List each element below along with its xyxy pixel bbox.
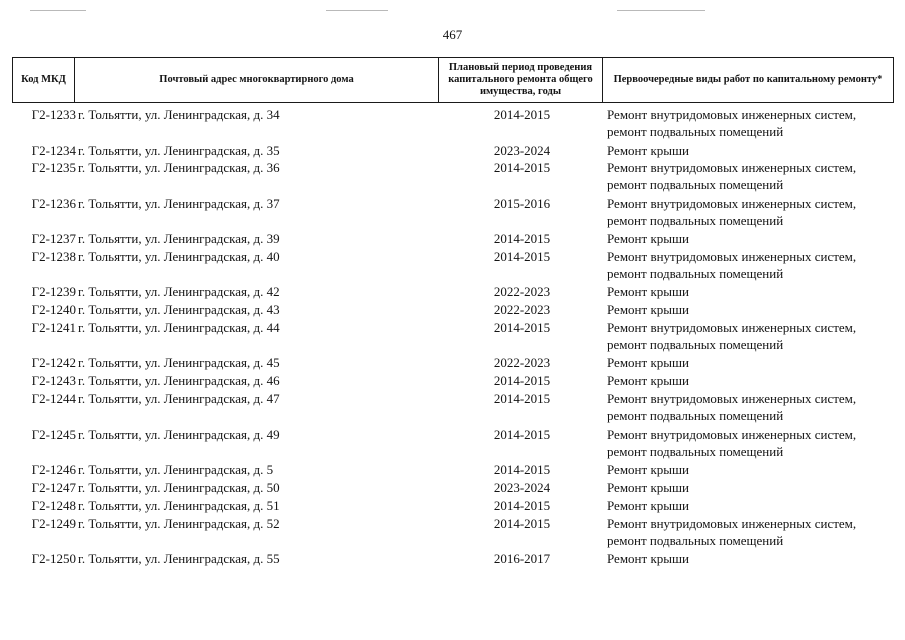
row-address: г. Тольятти, ул. Ленинградская, д. 51 xyxy=(78,498,280,513)
row-period: 2014-2015 xyxy=(493,462,551,477)
row-period: 2015-2016 xyxy=(493,196,551,211)
row-period: 2014-2015 xyxy=(493,231,551,246)
row-code: Г2-1234 xyxy=(31,143,76,158)
row-code: Г2-1237 xyxy=(31,231,76,246)
row-works: Ремонт крыши xyxy=(607,143,689,158)
row-address: г. Тольятти, ул. Ленинградская, д. 46 xyxy=(78,373,280,388)
row-works: Ремонт внутридомовых инженерных систем, ремонт подвальных помещений xyxy=(607,427,857,459)
row-code: Г2-1244 xyxy=(31,391,76,406)
row-address: г. Тольятти, ул. Ленинградская, д. 35 xyxy=(78,143,280,158)
row-code: Г2-1233 xyxy=(31,107,76,122)
row-works: Ремонт внутридомовых инженерных систем, ремонт подвальных помещений xyxy=(607,196,857,228)
row-works: Ремонт крыши xyxy=(607,231,689,246)
row-period: 2023-2024 xyxy=(493,143,551,158)
row-works: Ремонт крыши xyxy=(607,302,689,317)
row-address: г. Тольятти, ул. Ленинградская, д. 40 xyxy=(78,249,280,264)
row-period: 2014-2015 xyxy=(493,391,551,406)
scan-mark-left xyxy=(30,10,86,11)
row-period: 2014-2015 xyxy=(493,249,551,264)
row-works: Ремонт внутридомовых инженерных систем, ремонт подвальных помещений xyxy=(607,391,857,423)
scan-mark-center xyxy=(326,10,388,11)
row-period: 2022-2023 xyxy=(493,284,551,299)
row-period: 2022-2023 xyxy=(493,302,551,317)
row-address: г. Тольятти, ул. Ленинградская, д. 5 xyxy=(78,462,274,477)
header-code: Код МКД xyxy=(13,58,75,103)
row-works: Ремонт внутридомовых инженерных систем, ремонт подвальных помещений xyxy=(607,107,857,139)
row-address: г. Тольятти, ул. Ленинградская, д. 52 xyxy=(78,516,280,531)
row-period: 2023-2024 xyxy=(493,480,551,495)
row-code: Г2-1239 xyxy=(31,284,76,299)
row-period: 2014-2015 xyxy=(493,373,551,388)
header-works: Первоочередные виды работ по капитальному ремонту* xyxy=(603,58,894,103)
row-address: г. Тольятти, ул. Ленинградская, д. 42 xyxy=(78,284,280,299)
row-period: 2014-2015 xyxy=(493,498,551,513)
row-period: 2014-2015 xyxy=(493,320,551,335)
row-period: 2014-2015 xyxy=(493,427,551,442)
page-number: 467 xyxy=(442,27,463,42)
row-address: г. Тольятти, ул. Ленинградская, д. 55 xyxy=(78,551,280,566)
row-code: Г2-1246 xyxy=(31,462,76,477)
row-address: г. Тольятти, ул. Ленинградская, д. 50 xyxy=(78,480,280,495)
row-code: Г2-1242 xyxy=(31,355,76,370)
row-address: г. Тольятти, ул. Ленинградская, д. 36 xyxy=(78,160,280,175)
row-works: Ремонт крыши xyxy=(607,480,689,495)
row-address: г. Тольятти, ул. Ленинградская, д. 45 xyxy=(78,355,280,370)
row-code: Г2-1245 xyxy=(31,427,76,442)
row-code: Г2-1243 xyxy=(31,373,76,388)
row-address: г. Тольятти, ул. Ленинградская, д. 39 xyxy=(78,231,280,246)
row-period: 2014-2015 xyxy=(493,107,551,122)
scan-mark-right xyxy=(617,10,705,11)
row-code: Г2-1248 xyxy=(31,498,76,513)
row-code: Г2-1250 xyxy=(31,551,76,566)
row-period: 2014-2015 xyxy=(493,160,551,175)
row-works: Ремонт крыши xyxy=(607,498,689,513)
row-address: г. Тольятти, ул. Ленинградская, д. 47 xyxy=(78,391,280,406)
row-address: г. Тольятти, ул. Ленинградская, д. 49 xyxy=(78,427,280,442)
row-address: г. Тольятти, ул. Ленинградская, д. 34 xyxy=(78,107,280,122)
row-period: 2022-2023 xyxy=(493,355,551,370)
row-code: Г2-1247 xyxy=(31,480,76,495)
row-code: Г2-1238 xyxy=(31,249,76,264)
row-code: Г2-1249 xyxy=(31,516,76,531)
row-works: Ремонт внутридомовых инженерных систем, ремонт подвальных помещений xyxy=(607,249,857,281)
row-code: Г2-1235 xyxy=(31,160,76,175)
header-period: Плановый период проведения капитального ремонта общего имущества, годы xyxy=(439,58,603,103)
row-works: Ремонт крыши xyxy=(607,373,689,388)
row-period: 2014-2015 xyxy=(493,516,551,531)
row-works: Ремонт крыши xyxy=(607,355,689,370)
row-address: г. Тольятти, ул. Ленинградская, д. 37 xyxy=(78,196,280,211)
row-code: Г2-1236 xyxy=(31,196,76,211)
row-code: Г2-1240 xyxy=(31,302,76,317)
row-period: 2016-2017 xyxy=(493,551,551,566)
row-address: г. Тольятти, ул. Ленинградская, д. 44 xyxy=(78,320,280,335)
row-works: Ремонт крыши xyxy=(607,284,689,299)
row-works: Ремонт крыши xyxy=(607,462,689,477)
row-works: Ремонт внутридомовых инженерных систем, ремонт подвальных помещений xyxy=(607,160,857,192)
row-works: Ремонт внутридомовых инженерных систем, ремонт подвальных помещений xyxy=(607,320,857,352)
header-address: Почтовый адрес многоквартирного дома xyxy=(75,58,439,103)
table-header xyxy=(12,57,894,103)
row-code: Г2-1241 xyxy=(31,320,76,335)
row-works: Ремонт внутридомовых инженерных систем, ремонт подвальных помещений xyxy=(607,516,857,548)
row-address: г. Тольятти, ул. Ленинградская, д. 43 xyxy=(78,302,280,317)
row-works: Ремонт крыши xyxy=(607,551,689,566)
